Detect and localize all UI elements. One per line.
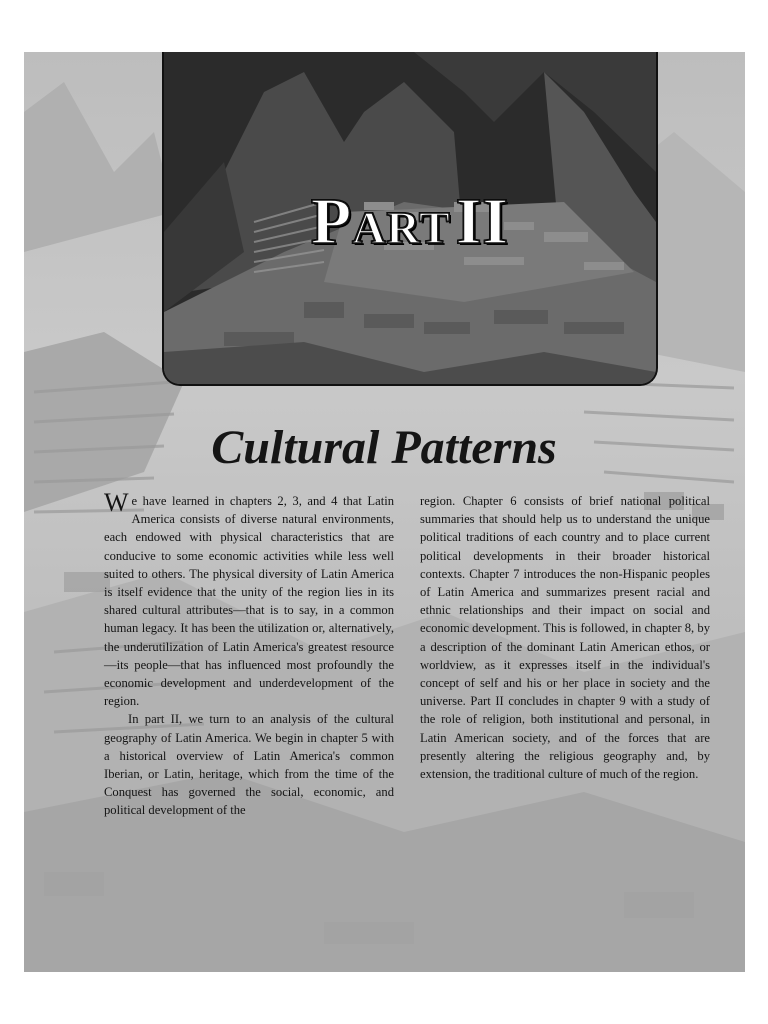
paragraph-intro	[104, 488, 394, 710]
text-column-left	[104, 488, 394, 820]
machu-picchu-photo	[162, 52, 658, 386]
part-word-rest: ART	[352, 202, 451, 253]
section-title: Cultural Patterns	[211, 421, 557, 474]
paragraph-chapters: region. Chapter 6 consists of brief national political summaries that should help us to understand the unique political traditions of each country and to place current political developments in their broader historical contexts. Chapter 7 introduces the non-Hispanic peoples of Latin America and summarizes present racial and ethnic relationships and their impact on social and economic development. This is followed, in chapter 8, by a description of the dominant Latin American ethos, or worldview, as it expresses itself in the individual's concept of self and his or her place in society and the universe. Part II concludes in chapter 9 with a study of the role of religion, both institutional and personal, in Latin American society, and of the forces that are presently altering the religious geography and, by extension, the traditional culture of much of the region.	[420, 494, 710, 782]
part-initial: P	[310, 185, 353, 258]
drop-cap: W	[104, 488, 129, 517]
paragraph-intro-text: e have learned in chapters 2, 3, and 4 that Latin America consists of diverse natural environments, each endowed with physical characteristics that are conducive to some economic activities while less well suited to others. The physical diversity of Latin America is itself evidence that the unity of the region lies in its shared cultural attributes—that is to say, in a common human legacy. It has been the utilization or, alternatively, the underutilization of Latin America's greatest resource—its people—that has influenced most profoundly the economic development and underdevelopment of the region.	[104, 494, 394, 709]
text-column-right	[420, 492, 710, 783]
paragraph-part-two: In part II, we turn to an analysis of the cultural geography of Latin America. We begin in chapter 5 with a historical overview of Latin America's common Iberian, or Latin, heritage, which from the time of the Conquest has governed the social, economic, and political development of the	[104, 712, 394, 818]
part-heading	[164, 184, 656, 260]
part-number: II	[455, 185, 510, 258]
